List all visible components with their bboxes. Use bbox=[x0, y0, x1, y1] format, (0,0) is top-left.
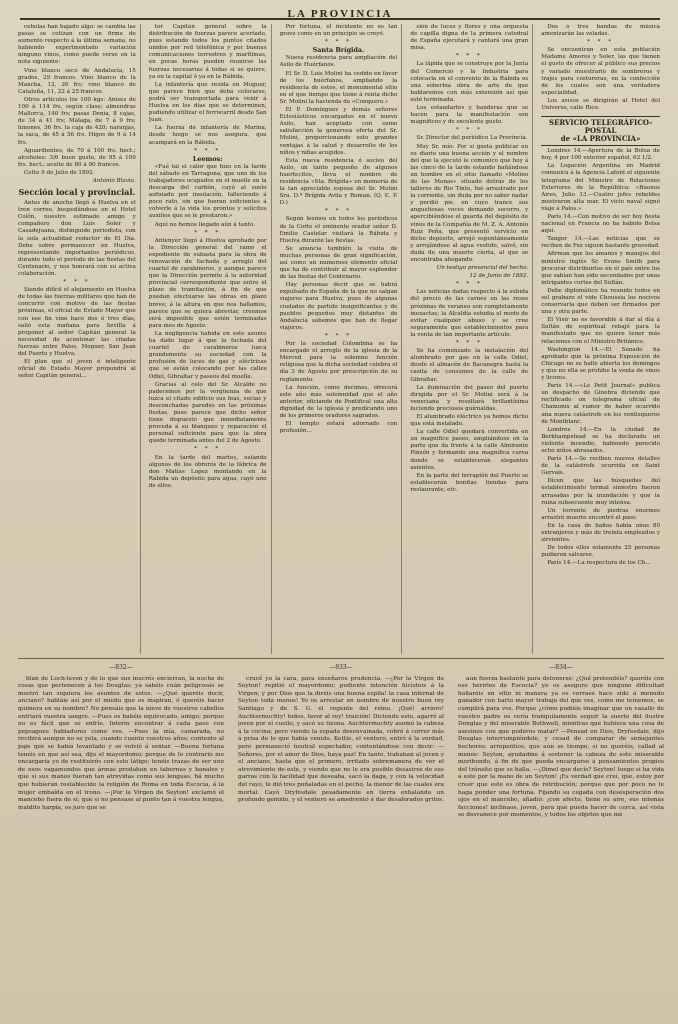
section-title: Sección local y provincial. bbox=[18, 187, 136, 198]
paragraph: Washington 14.—El Senado ha aprobado que la próxima Exposición de Chicago no se halle abierta los domingos y que no ella se prohibe la venta de vinos y licores. bbox=[541, 346, 660, 382]
page-number: —833— bbox=[329, 664, 353, 671]
paragraph: Según leemos en todos los periódicos de la Corte el eminente orador señor D. Emilio Castelar visitará la Rábida y Huelva durante las fiestas. bbox=[279, 216, 398, 244]
paragraph: París 14.—La respectura de los Ch... bbox=[547, 560, 651, 567]
telegraph-service-heading bbox=[541, 116, 660, 146]
separator-stars: * * * bbox=[63, 279, 91, 286]
separator-stars: * * * bbox=[194, 446, 222, 453]
paragraph: La función, como decimos, ofrecerá este año más solemnidad que el año anterior, oficiando de Pontifical una alta dignidad de la iglesia y predicando uno de los primeros oradores sagrados. bbox=[279, 384, 398, 419]
paragraph: Debe diplomático ha reunido todos en sol grabazo el vide Choussia los nocivos conservarla que deben ser firmados por una y otra parte. bbox=[541, 287, 660, 316]
serial-text: crucé yo la cara, para enseñaros prudencia. —¡Por la Virgen de Seyton! repitió el mayordomo; pudiente intención hicisteis á la Virgen; y por Dios que la diréis una buena espila! la casa infernal de Seyton toda menos! Yo os arrestar en nombre de nuestro buen rey Santiago y de S. G. el regente del reino. ¡Qué! arriero! Auchtermuchty! todos, favor al rey! traición! Diciendo esto, agarró al joven por el cuello, y sacó su tizona. Auchtermuchty asomó la cabeza á la cocina; pero viendo la espada desenvainada, cobró á correr más á prisa de lo que había venido. Kettle, el ventero, entró á la verdad, pero permaneció neutral espectador, contentándose con decir: —Señores, por el amor de Dios, haya paz! En tanto, trababan al joven y el anciano, hasta que el primero, irritado sobremanera de ver el atrevimiento de este, y viendo que no le era posible desasirse de sus garras con la facilidad que deseaba, sacó la daga, y con la velocidad del rayo, le dió tres puñaladas en el pecho, la menor de las cuales era mortal. Cayó Dryfesdale pesadamente en tierra exhalando un profundo gemido, y el ventero se amedrentó á dar desaforados gritos. bbox=[238, 675, 444, 804]
separator-stars: * * * bbox=[194, 147, 222, 154]
paragraph: Se ha comenzado la instalación del alumbrado por gas en la calle Odiel, desde el almacén de Bacanegra hasta la casita de consumos de la calle de Gibraltar. bbox=[410, 348, 529, 383]
page-number: —832— bbox=[109, 664, 133, 671]
serial-text: blan de Loch-leven y de lo que sus mucrés encierran, la noche de cosas que pertenecen á los Douglas; ya sabéis cuán peligrosas se mostró tan siquiera los asuntos de estos. —¿Qué queréis decir, anciano? habláis así por el miedo que os inspiran, ó queréis hacer quimera en su nombre? No pensáis que la nieve de vuestros cabellos enfriará vuestra sangre. —Pues os habéis equivocado, amigo; porque no es fácil que se enfríe. Interin encontrar á cada paso con pepsagoes habladores como vos. —Pues la mía, camarada, no recibirá aunque no se yela, cuando cuento vuestros años; contento al paje que se había levantado y se volvió á sentar. —Buena fortuna tenéis en que así sea, dijo el mayordomo; porque de lo contrario me encargaría yo de restituirós con este látigo; tenéis trazas de ser uno de esos vagamundos que ármas prodaban en tabernas y banales y que si sus manos fueran tan atrevidas como sus lenguas, há mucho que hubieran restablecido la religión de Roma en toda Escocia, á la mujer embaída en el trono. —¡Por la Virgen de Seyton! exclamó el mancebo fuera de sí; que si no pensase al punto tan á vuestra lengua, maldito harpía, os juro que se bbox=[18, 675, 224, 811]
separator-stars: * * * bbox=[325, 332, 352, 339]
serial-novel-section bbox=[18, 664, 664, 1016]
section-divider bbox=[18, 658, 664, 659]
paragraph: De todos ellos solamente 25 personas pudieron salvarse. bbox=[541, 545, 660, 559]
column-4 bbox=[410, 24, 533, 654]
paragraph: El Visir no es favorable á dar al día á Sultán de espiritual rebajó para la manifestado que no quiere tener más relaciones con el Ministro Británico. bbox=[541, 317, 660, 345]
paragraph: Siendo difícil el alojamiento en Huelva de todas las fuerzas militares que han de concurrir con motivo de las fiestas próximas, el oficial de Estado Mayor que con ese fin vino hace dos ó tres días, salió esta mañana para Sevilla á proponer al señor Capitán general la necesidad de acantonar las citadas fuerzas entre Palos, Moguer, San Juan del Puerto y Huelva. bbox=[18, 287, 136, 358]
column-2 bbox=[149, 24, 272, 654]
paragraph: «Fué tal el calor que hizo en la tarde del sábado en Tarragona, que uno de los trabajadores ocupados en el muelle en la descarga del carbón, cayó al suelo asfixiado por insolación, falleciendo á poco rato, sin que fueran suficientes á volverle á la vida los prontos y solícitos auxilios que se le prestaron.» bbox=[148, 163, 267, 220]
paragraph: tor Capitán general sobre la distribución de fuerzas parece acertado, pues estando todos los puntos citados unidos por red telefónica y por buenas comunicaciones terrestres y marítimas, en pocas horas pueden reunirse las fuerzas necesarias á todas si se quiere, ya en la capital ó ya en la Rábida. bbox=[148, 24, 267, 80]
paragraph: Antes de anoche llegó á Huelva en el tren correo, hospedándose en el Hotel Colón, nuestro estimado amigo y compañero don Luis Soler y Casadejuana, distinguido periodista, con la sola actualidad redactor de El Día. Debe sobre permanecer en Huelva, representando importantes periódicos, durante todo el período de las fiestas del Centenario, y nos honrará con su activa colaboración. bbox=[18, 200, 136, 277]
paragraph: Londres 14.—En la ciudad de Berkhampstead se ha declarado un violento incendio, habiendo perecido ocho niños abrasados. bbox=[541, 426, 660, 454]
separator-stars: * * * bbox=[325, 208, 352, 215]
paragraph: Por fortuna, el incidente no es tan grave como en un principio se creyó. bbox=[279, 24, 398, 38]
serial-text: aun fuerza bastante para detenerse: ¿Qué pretendéis? queréis con ese herirlos de Escocia? yo os aseguro que ninguno difícultad hallaréis en sitio ni manera ya os cerrase hace sido á menudo ganador con harto mayor trabajo del que ves, como me tememos, se cumplirá para vos. Porque ¿cómo pudiéis imaginar que un vasallo de vuestro padre os vería tranquilamente seguir la suerte del ilustre Donglas y del miserable Bothwell, mientras que hubiera una cosa de asesinos con que poderos matar? —Pensad en Dios, Dryfesdale, dijo Douglas interrumpiéndole, y cesad de comparar de semejantes hechores: arrepentíos, que aún se tiempo, si no queréis, callad al menos: Seyton, ayudadme á sostener la cabeza de este miserable moribundo, á fin de que pueda encargarse á pensamientos propios del tránsito que se halla. —¡Dimel que decís? Seyton! luego si ha vida á este por la mano de un Seyton! ¡Es verdad que creí, que, estoy por creer que este es obra de retribución; porque que por poco no le haga ponder una fortuna. Fijando su cegada con desesperación dos ojos en el mancebo, añadió: ¡con afecto, tiene su aire, sus mismas facciones! inclinaos, joven, para que pueda hacer de cerca, así vista se desvanece por momentos, y todos los objetos que me bbox=[458, 675, 664, 819]
page-number: —834— bbox=[549, 664, 573, 671]
paragraph: El alumbrado eléctrico ya hemos dicho que está instalado. bbox=[410, 413, 529, 428]
paragraph: Afirman que los amanos y manejos del ministro inglés Sr. Evans Smith para procurar distribuirlos en el país entre los que sabían han sido secundados por unas intrigantes cortes del Sultán. bbox=[541, 251, 660, 286]
paragraph: La calle Odiel quedará convertida en un magnífico paseo, ampliándose en la parte que da frente á la calle Almirante Pinzón y formando una magnífica curva donde se establecerán elegantes asientos. bbox=[410, 429, 529, 471]
separator-stars: * * * bbox=[325, 39, 352, 46]
newspaper-title: LA PROVINCIA bbox=[287, 8, 393, 20]
paragraph: Esta nueva residencia ó socieo del Asilo, un tanto pequeño de algunos huertecitos, lleva el nombre de residencia «Sta. Brígida» en memoria de la tan apreciable esposa del Sr. Molini Sra. D.ª Brígida Avila y Roman. (Q. E. P. D.) bbox=[279, 157, 398, 207]
paragraph: Las noticias dadas respecto á la subida del precio de las carnes en las reses próximas de veraneo son completamente inexactas; la Alcaldía estudia el modo de evitar cualquier abuso y se cree seguramente que establecimientos para la venta de tan importante artículo. bbox=[410, 289, 529, 338]
top-columns bbox=[18, 24, 664, 654]
paragraph: Antenyer llegó á Huelva aprobado por la Dirección general del ramo el expediente de subasta para la obra de renovación de fachada y arreglo del cuartel de carabineros, y aunque parece que la Dirección permite á la autoridad provincial correspondiente que entre el plazo de tramitación, á fin de que puedan efectuarse las obras en plazo breve; á la altura en que nos hallamos, parece que se quiera abreviar, creemos será imposible que estén terminadas para mes de Agosto. bbox=[148, 237, 267, 329]
separator-stars: * * * bbox=[455, 127, 483, 134]
paragraph: El templo estará adornado con profusión... bbox=[279, 421, 398, 435]
paragraph: Gracias al celo del Sr. Alcalde no padecemos por la vergüenza de que luzca el citado edificio sus feas, sucias y desconchadas paredes en las próximas fiestas, pues parece que dicho señor tiene dispuesto que inmediatamente proceda á su blanqueo y reparación el personal suficiente para que la obra quede terminada antes del 2 de Agosto. bbox=[148, 381, 267, 445]
paragraph: La negligencia habida en este asunto ha dado lugar á que la fachada del cuartel de carabineros luzca grandemente su suciedad con la profusión de luces de gas y eléctricas que se están colocando por las calles Odiel, Gibraltar y paseos del muelle. bbox=[148, 330, 267, 380]
paragraph: Aguardientes, de 70 á 100 frs. hect.; alcoholes: 3/6 buen gusto, de 95 á 100 frs. hect.; aceite de 80 á 90 francos. bbox=[18, 147, 136, 168]
separator-stars: * * * bbox=[455, 53, 483, 60]
separator-stars: * * * bbox=[455, 281, 483, 288]
subheading: Santa Brígida. bbox=[312, 46, 365, 55]
paragraph: Tanger 14.—Las noticias que se reciben de Fez siguen bastante gravedad. bbox=[541, 236, 660, 250]
telegraph-service-title: SERVICIO TELEGRÁFICO-POSTAL bbox=[549, 118, 653, 136]
paragraph: Muy Sr. mío: Por si gusta publicar en su diario una buena acción y el nombre del que la ejecutó le comunico que hoy á las cinco de la tarde estando bañándose un hombre en el sitio llamado «Molino de las Monas» situado detrás de los talleres de Rio Tinto, fué arrastrado por la corriente, sin duda por no saber nadar y perdió pie, en cuyo trance sus angustiosas voces demandó socorro, y apercibiéndose el guarda del depósito de vinos de la Compañía de M. Z. A. Antonio Ruiz Peña, que presentó servicio en dicho depósito, arrojó espontáneamente y arrojándose al agua vestido, salvó, sin duda de una muerte cierta, al que se encontraba ahogando. bbox=[410, 143, 529, 263]
paragraph: París 14.—«Le Petit Journal» publica un despacho de Ginebra diciendo que rectificado un telegrama oficial de Chamonix al rumor de haber ocurrido una nueva catástrofe en los ventisqueros de Montblanc. bbox=[541, 383, 660, 425]
paragraph: La fuerza de infantería de Marina, desde luego se nos asegura, que acampará en la Rábida. bbox=[148, 125, 267, 146]
paragraph: Los avisos se dirigirán al Hotel del Universo, calle Rico. bbox=[541, 97, 660, 112]
paragraph: Se encuentran en esta población Madame Amoros y Soler, las que tienen el gusto de ofrecer al público sus precios y variado muestrario de sombreros y trajes para costureras, en la confección de los cuales son una verdadera especialidad. bbox=[541, 47, 660, 96]
paragraph: La iluminación del paseo del puerto dirigida por el Sr. Molini será á la veneciana y resultará brillantísima luciendo preciosos guirnaldas. bbox=[410, 384, 529, 412]
serial-column-2 bbox=[238, 664, 444, 1016]
sign-place: Cette 9 de Julio de 1892. bbox=[24, 169, 95, 176]
paragraph: Sr. Director del periódico La Provincia. bbox=[416, 135, 528, 142]
paragraph: Dícen que las búsquedas del establecimiento termal siniestro fueron arrasadas por la inundación y que la ruina subsecuente muy intensa. bbox=[541, 478, 660, 506]
paragraph: Se anuncia también la visita de muchas personas de gran significación, así como un numeroso elemento oficial que ha de contribuir al mayor esplendor de las fiestas del Centenario. bbox=[279, 245, 398, 281]
paragraph: sión de luces y flores y una orquesta de capilla digna de la primera catedral de España ejecutará y cantará una gran misa. bbox=[410, 24, 529, 52]
letter-signature: Un testigo presencial del hecho. bbox=[436, 265, 529, 272]
paragraph: El Sr. D. Luis Molini ha cedido en favor de los huérfanos, ampliando la residencia de estos, el monumental sitio en el que tiempo que tiene á renta dicho Sr. Molini la hacienda de «Conquero.» bbox=[279, 70, 398, 105]
paragraph: Otros artículos los 100 kgs: Anises de 100 á 114 frs, según clase; almendras Mallorca, 140 frs; pasas Denia, 8 cajas, de 34 á 41 frs; Málaga, de 7 á 9 frs; limones, 36 frs. la caja de 420; naranjas, la saca, de 45 á 56 frs. Higos de 9 á 14 frs. bbox=[18, 96, 136, 146]
separator-stars: * * * bbox=[587, 39, 615, 46]
separator-stars: * * * bbox=[455, 340, 483, 347]
subheading: Leemos: bbox=[192, 154, 223, 163]
paragraph: cebolas han bajado algo: se cambia las pasas se cotizan con un firme de aumento respecto á la última semana, no habiendo experimentado variación ninguno vinos, como puede verse en la nota siguiente: bbox=[18, 24, 136, 66]
paragraph: Londres 14.—Apertura de la Bolsa de hoy, 4 por 100 exterior español, 62 1/2. bbox=[541, 148, 660, 162]
column-5 bbox=[541, 24, 664, 654]
paragraph: Dos ó tres bandas de música amenizarán las veladas. bbox=[541, 24, 660, 38]
paragraph: La lápida que se construye por la Junta del Comercio y la Industria para colocarla en el convento de la Rábida es una soberbia obra de arte de que hablaremos con más extensión así que esté terminada. bbox=[410, 61, 529, 103]
paragraph: Aquí no hemos llegado aún á tanto. bbox=[154, 221, 256, 228]
serial-column-1 bbox=[18, 664, 224, 1016]
paragraph: El P. Domínguez y demás señores Eclesiásticos encargados en el nuevo Asilo, han aceptado con sumo satisfacción la generosa oferta del Sr. Molini, proporcionando esto grandes ventajas á la salud y desarrollo de los niños y niñas acogidos. bbox=[279, 107, 398, 156]
paragraph: París 14.—Con motivo de ser hoy fiesta nacional en Francia no ha habido Bolsa aquí. bbox=[541, 213, 660, 235]
paragraph: Nueva residencia para ampliación del Asilo de Huérfanos. bbox=[279, 55, 398, 69]
paragraph: Hay personas decir que se habrá expulsado de España de la que no salgan viajeros para Huelva, pues de algunas ciudades de partido insignificantes y de pueblos pequeños muy distantes de Andalucía sabemos que han de llegar viajeros. bbox=[279, 282, 398, 331]
paragraph: Los estandartes y banderas que se hacen para la manifestación son magníficos y de excelente gusto. bbox=[410, 105, 529, 126]
telegraph-service-subtitle: de «LA PROVINCIA» bbox=[560, 134, 641, 144]
paragraph: París 14.—Se reciben nuevos detalles de la catástrofe ocurrida en Saint Gervais. bbox=[541, 456, 660, 477]
paragraph: Un torrente de piedras enormes arrastró muerto encontró el paso. bbox=[541, 507, 660, 521]
signature-name: Antonio Blavia. bbox=[92, 177, 136, 184]
paragraph: La infantería que resida en Moguer, que parece bien que deba colocarse, podrá ser transportada para venir á Huelva en los días que se determinen, pudiendo utilizar el ferrocarril desde San Juan. bbox=[148, 81, 267, 124]
separator-stars: * * * bbox=[194, 229, 222, 236]
letter-date: 12 de Junio de 1892. bbox=[469, 273, 529, 280]
paragraph: En la casa de baños había unas 80 extranjeros y más de treinta empleados y sirvientes. bbox=[541, 522, 660, 544]
paragraph: En la tarde del martes, estando algunos de los obreros de la fábrica de don Matías Lopez montando en la Rábida un depósito para agua, cayó uno de ellos. bbox=[148, 454, 267, 489]
column-1 bbox=[18, 24, 141, 654]
paragraph: En la parte del terraplén del Puerto se establecerán bonitas tiendas para restaurante, etc. bbox=[410, 472, 529, 493]
column-3 bbox=[280, 24, 403, 654]
masthead-header bbox=[20, 2, 660, 20]
serial-column-3 bbox=[458, 664, 664, 1016]
paragraph: La Legación Argentina en Madrid comunica á la Agencia Lafont el siguiente telegrama del Ministro de Relaciones Exteriores de la República: «Buenos Aires, Julio 13.—Cuatro jefes rebeldes mostraron alta mar. El vicio naval signó viaje á Palos.» bbox=[541, 163, 660, 212]
paragraph: Vino blanco seco de Andalucía, 15 grados, 29 francos. Vino blanco de la Mancha, 12, 26 frs; vino blanco de Cataluña, 11, 22 á 25 francos. bbox=[18, 67, 136, 95]
paragraph: El plan que el joven é inteligente oficial de Estado Mayor propondrá al señor Capitán general... bbox=[18, 359, 136, 380]
paragraph: Por la sociedad Colombina se ha encargado el arreglo de la iglesia de la Merced para la solemne función religiosa que la dicha sociedad celebra el día 3 de Agosto por prescripción de su reglamento. bbox=[279, 341, 398, 383]
